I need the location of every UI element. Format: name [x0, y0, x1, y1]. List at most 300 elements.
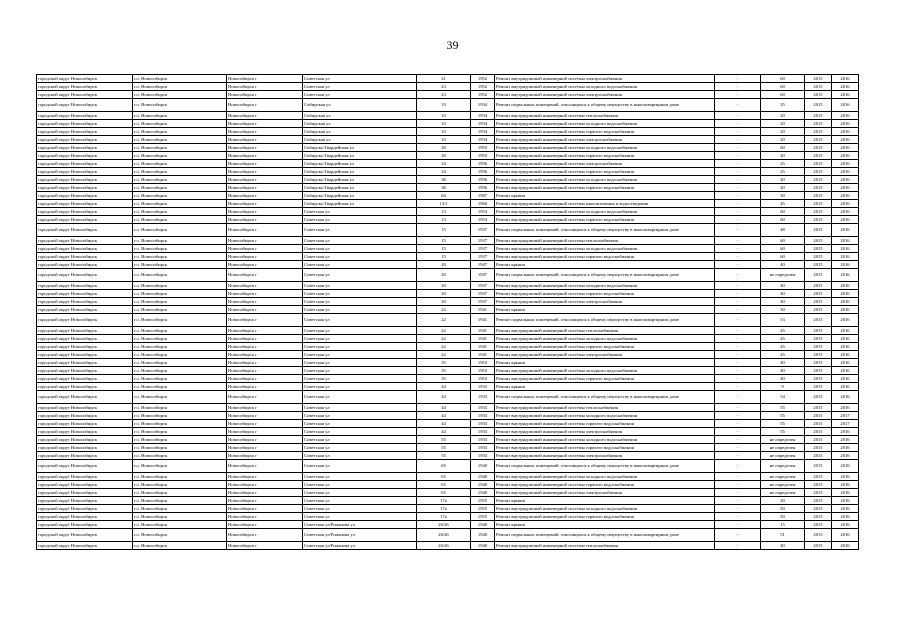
year-cell: 1952: [471, 91, 495, 99]
city-cell: Новосибирск г: [227, 444, 303, 452]
wear-cell: 40: [761, 152, 805, 160]
table-row: [37, 75, 859, 83]
start-year-cell: 2015: [805, 192, 832, 200]
start-year-cell: 2015: [805, 144, 832, 152]
wear-cell: 25: [761, 160, 805, 168]
work-type-cell: Ремонт внутридомовой инженерной системы теплоснабжения: [495, 404, 715, 412]
year-cell: 1933: [471, 412, 495, 420]
municipality-cell: городской округ Новосибирск: [37, 481, 133, 489]
street-cell: Советская ул: [303, 505, 417, 513]
table-row: [37, 473, 859, 481]
house-cell: 20: [417, 298, 471, 306]
dash-cell: -: [715, 269, 761, 282]
wear-cell: 54: [761, 391, 805, 404]
work-type-cell: Ремонт подвальных помещений, относящихся к общему имуществу в многоквартирном доме: [495, 269, 715, 282]
house-cell: 44: [417, 383, 471, 391]
house-cell: 35: [417, 375, 471, 383]
start-year-cell: 2015: [805, 529, 832, 542]
street-cell: Советская ул: [303, 383, 417, 391]
dash-cell: -: [715, 176, 761, 184]
table-row: [37, 306, 859, 314]
city-cell: Новосибирск г: [227, 529, 303, 542]
house-cell: 22: [417, 314, 471, 327]
district-cell: г.о. Новосибирск: [133, 83, 227, 91]
municipality-cell: городской округ Новосибирск: [37, 168, 133, 176]
municipality-cell: городской округ Новосибирск: [37, 327, 133, 335]
wear-cell: 55: [761, 420, 805, 428]
district-cell: г.о. Новосибирск: [133, 343, 227, 351]
city-cell: Новосибирск г: [227, 99, 303, 112]
end-year-cell: 2017: [832, 420, 859, 428]
dash-cell: -: [715, 120, 761, 128]
street-cell: Советская ул: [303, 237, 417, 245]
street-cell: Сибирско-Гвардейская ул: [303, 152, 417, 160]
municipality-cell: городской округ Новосибирск: [37, 444, 133, 452]
city-cell: Новосибирск г: [227, 351, 303, 359]
municipality-cell: городской округ Новосибирск: [37, 529, 133, 542]
house-cell: 20: [417, 269, 471, 282]
house-cell: 21: [417, 75, 471, 83]
start-year-cell: 2015: [805, 200, 832, 208]
year-cell: 1952: [471, 75, 495, 83]
end-year-cell: 2016: [832, 261, 859, 269]
year-cell: 1954: [471, 208, 495, 216]
district-cell: г.о. Новосибирск: [133, 327, 227, 335]
year-cell: 1955: [471, 513, 495, 521]
city-cell: Новосибирск г: [227, 335, 303, 343]
street-cell: Советская ул: [303, 351, 417, 359]
house-cell: 36: [417, 184, 471, 192]
municipality-cell: городской округ Новосибирск: [37, 91, 133, 99]
start-year-cell: 2015: [805, 290, 832, 298]
city-cell: Новосибирск г: [227, 420, 303, 428]
municipality-cell: городской округ Новосибирск: [37, 200, 133, 208]
street-cell: Советская ул: [303, 269, 417, 282]
work-type-cell: Ремонт внутридомовой инженерной системы горячего водоснабжения: [495, 420, 715, 428]
district-cell: г.о. Новосибирск: [133, 120, 227, 128]
street-cell: Сибирско-Гвардейская ул: [303, 200, 417, 208]
table-row: [37, 253, 859, 261]
start-year-cell: 2015: [805, 136, 832, 144]
wear-cell: 50: [761, 513, 805, 521]
city-cell: Новосибирск г: [227, 298, 303, 306]
year-cell: 1953: [471, 367, 495, 375]
municipality-cell: городской округ Новосибирск: [37, 269, 133, 282]
street-cell: Советская ул: [303, 444, 417, 452]
city-cell: Новосибирск г: [227, 383, 303, 391]
street-cell: Сибирско-Гвардейская ул: [303, 168, 417, 176]
start-year-cell: 2015: [805, 224, 832, 237]
end-year-cell: 2016: [832, 176, 859, 184]
wear-cell: 60: [761, 253, 805, 261]
house-cell: 55: [417, 436, 471, 444]
wear-cell: 40: [761, 359, 805, 367]
work-type-cell: Ремонт подвальных помещений, относящихся к общему имуществу в многоквартирном доме: [495, 391, 715, 404]
street-cell: Советская ул: [303, 404, 417, 412]
street-cell: Сибирско-Гвардейская ул: [303, 160, 417, 168]
end-year-cell: 2016: [832, 128, 859, 136]
city-cell: Новосибирск г: [227, 168, 303, 176]
table-row: [37, 91, 859, 99]
table-row: [37, 542, 859, 550]
street-cell: Советская ул: [303, 75, 417, 83]
end-year-cell: 2016: [832, 91, 859, 99]
work-type-cell: Ремонт внутридомовой инженерной системы холодного водоснабжения: [495, 83, 715, 91]
start-year-cell: 2015: [805, 160, 832, 168]
municipality-cell: городской округ Новосибирск: [37, 112, 133, 120]
dash-cell: -: [715, 160, 761, 168]
city-cell: Новосибирск г: [227, 136, 303, 144]
end-year-cell: 2016: [832, 208, 859, 216]
year-cell: 1940: [471, 473, 495, 481]
street-cell: Советская ул/Романова ул: [303, 529, 417, 542]
municipality-cell: городской округ Новосибирск: [37, 489, 133, 497]
street-cell: Советская ул: [303, 261, 417, 269]
start-year-cell: 2015: [805, 473, 832, 481]
work-type-cell: Ремонт внутридомовой инженерной системы холодного водоснабжения: [495, 144, 715, 152]
municipality-cell: городской округ Новосибирск: [37, 351, 133, 359]
street-cell: Советская ул: [303, 343, 417, 351]
year-cell: 1955: [471, 152, 495, 160]
municipality-cell: городской округ Новосибирск: [37, 473, 133, 481]
municipality-cell: городской округ Новосибирск: [37, 261, 133, 269]
start-year-cell: 2015: [805, 367, 832, 375]
dash-cell: -: [715, 460, 761, 473]
end-year-cell: 2016: [832, 335, 859, 343]
house-cell: 55: [417, 444, 471, 452]
year-cell: 1940: [471, 529, 495, 542]
district-cell: г.о. Новосибирск: [133, 351, 227, 359]
street-cell: Советская ул: [303, 83, 417, 91]
wear-cell: 35: [761, 99, 805, 112]
city-cell: Новосибирск г: [227, 452, 303, 460]
dash-cell: -: [715, 314, 761, 327]
city-cell: Новосибирск г: [227, 404, 303, 412]
district-cell: г.о. Новосибирск: [133, 529, 227, 542]
street-cell: Сибирская ул: [303, 136, 417, 144]
table-row: [37, 343, 859, 351]
house-cell: 17а: [417, 497, 471, 505]
start-year-cell: 2015: [805, 542, 832, 550]
start-year-cell: 2015: [805, 208, 832, 216]
year-cell: 1934: [471, 99, 495, 112]
house-cell: 22: [417, 335, 471, 343]
table-row: [37, 335, 859, 343]
street-cell: Сибирско-Гвардейская ул: [303, 176, 417, 184]
wear-cell: 45: [761, 335, 805, 343]
district-cell: г.о. Новосибирск: [133, 513, 227, 521]
street-cell: Советская ул: [303, 208, 417, 216]
city-cell: Новосибирск г: [227, 91, 303, 99]
dash-cell: -: [715, 200, 761, 208]
start-year-cell: 2015: [805, 83, 832, 91]
municipality-cell: городской округ Новосибирск: [37, 75, 133, 83]
municipality-cell: городской округ Новосибирск: [37, 452, 133, 460]
work-type-cell: Ремонт внутридомовой инженерной системы канализования и водоотведения: [495, 200, 715, 208]
year-cell: 1954: [471, 216, 495, 224]
city-cell: Новосибирск г: [227, 83, 303, 91]
start-year-cell: 2015: [805, 391, 832, 404]
table-row: [37, 314, 859, 327]
municipality-cell: городской округ Новосибирск: [37, 184, 133, 192]
city-cell: Новосибирск г: [227, 428, 303, 436]
district-cell: г.о. Новосибирск: [133, 136, 227, 144]
district-cell: г.о. Новосибирск: [133, 444, 227, 452]
wear-cell: 40: [761, 375, 805, 383]
city-cell: Новосибирск г: [227, 359, 303, 367]
work-type-cell: Ремонт внутридомовой инженерной системы электроснабжения: [495, 489, 715, 497]
table-row: [37, 513, 859, 521]
wear-cell: 30: [761, 192, 805, 200]
dash-cell: -: [715, 298, 761, 306]
start-year-cell: 2015: [805, 168, 832, 176]
wear-cell: 45: [761, 343, 805, 351]
house-cell: 65: [417, 489, 471, 497]
year-cell: 1947: [471, 282, 495, 290]
wear-cell: 53: [761, 314, 805, 327]
house-cell: 55: [417, 452, 471, 460]
house-cell: 22: [417, 306, 471, 314]
year-cell: 1940: [471, 481, 495, 489]
start-year-cell: 2015: [805, 452, 832, 460]
house-cell: 33: [417, 136, 471, 144]
house-cell: 33: [417, 112, 471, 120]
street-cell: Советская ул: [303, 428, 417, 436]
table-row: [37, 152, 859, 160]
municipality-cell: городской округ Новосибирск: [37, 428, 133, 436]
wear-cell: 15: [761, 521, 805, 529]
dash-cell: -: [715, 184, 761, 192]
wear-cell: 40: [761, 261, 805, 269]
wear-cell: 20: [761, 497, 805, 505]
city-cell: Новосибирск г: [227, 184, 303, 192]
work-type-cell: Ремонт крыши: [495, 306, 715, 314]
end-year-cell: 2016: [832, 136, 859, 144]
municipality-cell: городской округ Новосибирск: [37, 505, 133, 513]
start-year-cell: 2015: [805, 521, 832, 529]
table-row: [37, 99, 859, 112]
dash-cell: -: [715, 335, 761, 343]
house-cell: 65: [417, 460, 471, 473]
municipality-cell: городской округ Новосибирск: [37, 290, 133, 298]
start-year-cell: 2015: [805, 335, 832, 343]
city-cell: Новосибирск г: [227, 245, 303, 253]
end-year-cell: 2016: [832, 298, 859, 306]
table-row: [37, 192, 859, 200]
district-cell: г.о. Новосибирск: [133, 269, 227, 282]
year-cell: 1933: [471, 428, 495, 436]
dash-cell: -: [715, 521, 761, 529]
district-cell: г.о. Новосибирск: [133, 152, 227, 160]
street-cell: Сибирская ул: [303, 120, 417, 128]
dash-cell: -: [715, 282, 761, 290]
work-type-cell: Ремонт внутридомовой инженерной системы горячего водоснабжения: [495, 513, 715, 521]
house-cell: 26/26: [417, 521, 471, 529]
district-cell: г.о. Новосибирск: [133, 359, 227, 367]
street-cell: Сибирско-Гвардейская ул: [303, 144, 417, 152]
house-cell: 33: [417, 99, 471, 112]
municipality-cell: городской округ Новосибирск: [37, 152, 133, 160]
city-cell: Новосибирск г: [227, 208, 303, 216]
work-type-cell: Ремонт крыши: [495, 359, 715, 367]
year-cell: 1934: [471, 136, 495, 144]
year-cell: 1955: [471, 497, 495, 505]
end-year-cell: 2016: [832, 168, 859, 176]
work-type-cell: Ремонт крыши: [495, 383, 715, 391]
end-year-cell: 2016: [832, 481, 859, 489]
table-row: [37, 452, 859, 460]
municipality-cell: городской округ Новосибирск: [37, 192, 133, 200]
district-cell: г.о. Новосибирск: [133, 128, 227, 136]
district-cell: г.о. Новосибирск: [133, 176, 227, 184]
end-year-cell: 2016: [832, 489, 859, 497]
repair-register-table: [36, 74, 859, 550]
house-cell: 15: [417, 253, 471, 261]
start-year-cell: 2015: [805, 314, 832, 327]
street-cell: Сибирская ул: [303, 99, 417, 112]
municipality-cell: городской округ Новосибирск: [37, 298, 133, 306]
house-cell: 34: [417, 160, 471, 168]
district-cell: г.о. Новосибирск: [133, 391, 227, 404]
table-row: [37, 444, 859, 452]
street-cell: Советская ул/Романова ул: [303, 521, 417, 529]
start-year-cell: 2015: [805, 245, 832, 253]
table-row: [37, 208, 859, 216]
dash-cell: -: [715, 489, 761, 497]
wear-cell: 40: [761, 184, 805, 192]
municipality-cell: городской округ Новосибирск: [37, 335, 133, 343]
end-year-cell: 2016: [832, 452, 859, 460]
city-cell: Новосибирск г: [227, 75, 303, 83]
table-row: [37, 391, 859, 404]
table-body: [37, 75, 859, 550]
table-row: [37, 489, 859, 497]
street-cell: Советская ул/Романова ул: [303, 542, 417, 550]
street-cell: Советская ул: [303, 335, 417, 343]
work-type-cell: Ремонт внутридомовой инженерной системы электроснабжения: [495, 136, 715, 144]
city-cell: Новосибирск г: [227, 290, 303, 298]
dash-cell: -: [715, 367, 761, 375]
wear-cell: 25: [761, 168, 805, 176]
year-cell: 1956: [471, 184, 495, 192]
start-year-cell: 2015: [805, 298, 832, 306]
dash-cell: -: [715, 327, 761, 335]
end-year-cell: 2016: [832, 473, 859, 481]
table-row: [37, 176, 859, 184]
dash-cell: -: [715, 351, 761, 359]
municipality-cell: городской округ Новосибирск: [37, 224, 133, 237]
city-cell: Новосибирск г: [227, 521, 303, 529]
house-cell: 33: [417, 120, 471, 128]
end-year-cell: 2016: [832, 83, 859, 91]
dash-cell: -: [715, 208, 761, 216]
municipality-cell: городской округ Новосибирск: [37, 542, 133, 550]
end-year-cell: 2017: [832, 412, 859, 420]
wear-cell: 30: [761, 306, 805, 314]
wear-cell: не определен: [761, 489, 805, 497]
district-cell: г.о. Новосибирск: [133, 282, 227, 290]
city-cell: Новосибирск г: [227, 144, 303, 152]
district-cell: г.о. Новосибирск: [133, 473, 227, 481]
year-cell: 1952: [471, 83, 495, 91]
end-year-cell: 2016: [832, 460, 859, 473]
city-cell: Новосибирск г: [227, 436, 303, 444]
work-type-cell: Ремонт внутридомовой инженерной системы холодного водоснабжения: [495, 208, 715, 216]
end-year-cell: 2016: [832, 444, 859, 452]
start-year-cell: 2015: [805, 436, 832, 444]
table-row: [37, 383, 859, 391]
street-cell: Советская ул: [303, 375, 417, 383]
dash-cell: -: [715, 383, 761, 391]
wear-cell: 50: [761, 505, 805, 513]
table-row: [37, 529, 859, 542]
municipality-cell: городской округ Новосибирск: [37, 460, 133, 473]
municipality-cell: городской округ Новосибирск: [37, 404, 133, 412]
house-cell: 20: [417, 261, 471, 269]
street-cell: Советская ул: [303, 513, 417, 521]
street-cell: Советская ул: [303, 460, 417, 473]
work-type-cell: Ремонт внутридомовой инженерной системы электроснабжения: [495, 428, 715, 436]
street-cell: Советская ул: [303, 473, 417, 481]
city-cell: Новосибирск г: [227, 473, 303, 481]
start-year-cell: 2015: [805, 112, 832, 120]
table-row: [37, 481, 859, 489]
wear-cell: 40: [761, 176, 805, 184]
year-cell: 1941: [471, 327, 495, 335]
district-cell: г.о. Новосибирск: [133, 412, 227, 420]
municipality-cell: городской округ Новосибирск: [37, 343, 133, 351]
table-row: [37, 160, 859, 168]
house-cell: 30: [417, 152, 471, 160]
city-cell: Новосибирск г: [227, 542, 303, 550]
municipality-cell: городской округ Новосибирск: [37, 208, 133, 216]
wear-cell: 48: [761, 224, 805, 237]
end-year-cell: 2016: [832, 184, 859, 192]
house-cell: 22: [417, 343, 471, 351]
municipality-cell: городской округ Новосибирск: [37, 176, 133, 184]
district-cell: г.о. Новосибирск: [133, 505, 227, 513]
house-cell: 35: [417, 367, 471, 375]
wear-cell: не определен: [761, 436, 805, 444]
street-cell: Сибирско-Гвардейская ул: [303, 184, 417, 192]
year-cell: 1933: [471, 404, 495, 412]
end-year-cell: 2016: [832, 160, 859, 168]
street-cell: Советская ул: [303, 282, 417, 290]
district-cell: г.о. Новосибирск: [133, 168, 227, 176]
dash-cell: -: [715, 412, 761, 420]
start-year-cell: 2015: [805, 444, 832, 452]
municipality-cell: городской округ Новосибирск: [37, 375, 133, 383]
year-cell: 1940: [471, 489, 495, 497]
city-cell: Новосибирск г: [227, 176, 303, 184]
year-cell: 1947: [471, 298, 495, 306]
year-cell: 1933: [471, 452, 495, 460]
district-cell: г.о. Новосибирск: [133, 436, 227, 444]
work-type-cell: Ремонт внутридомовой инженерной системы теплоснабжения: [495, 237, 715, 245]
end-year-cell: 2016: [832, 391, 859, 404]
municipality-cell: городской округ Новосибирск: [37, 128, 133, 136]
wear-cell: не определен: [761, 473, 805, 481]
wear-cell: 60: [761, 75, 805, 83]
city-cell: Новосибирск г: [227, 269, 303, 282]
street-cell: Советская ул: [303, 290, 417, 298]
house-cell: 17а: [417, 505, 471, 513]
work-type-cell: Ремонт внутридомовой инженерной системы горячего водоснабжения: [495, 168, 715, 176]
district-cell: г.о. Новосибирск: [133, 224, 227, 237]
dash-cell: -: [715, 404, 761, 412]
house-cell: 22: [417, 351, 471, 359]
municipality-cell: городской округ Новосибирск: [37, 521, 133, 529]
